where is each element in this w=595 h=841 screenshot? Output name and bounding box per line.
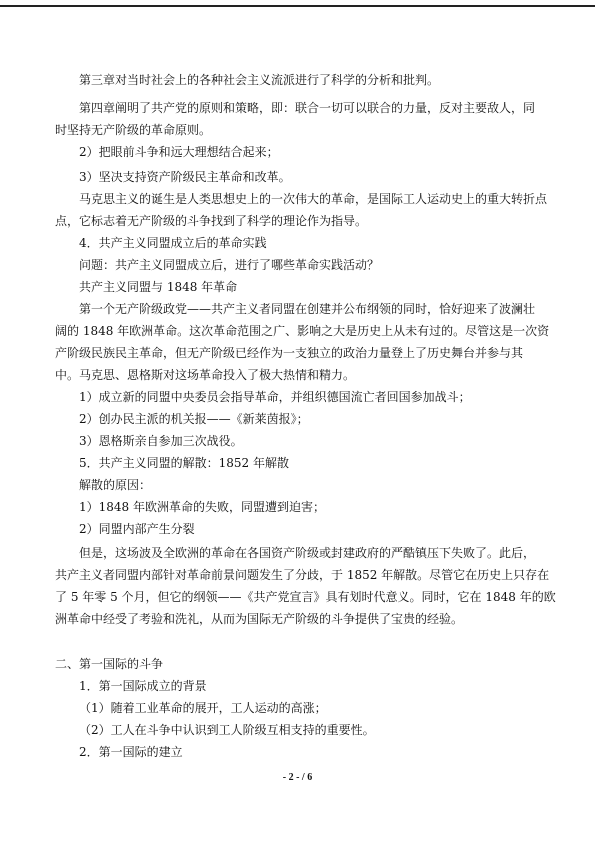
list-item: （2）工人在斗争中认识到工人阶级互相支持的重要性。	[79, 723, 375, 737]
list-item: 2）同盟内部产生分裂	[79, 522, 195, 536]
section-heading: 5．共产主义同盟的解散：1852 年解散	[79, 456, 289, 470]
page-number: - 2 - / 6	[282, 772, 313, 783]
text-line: 洲革命中经受了考验和洗礼，从而为国际无产阶级的斗争提供了宝贵的经验。	[55, 612, 464, 626]
text-line: 第四章阐明了共产党的原则和策略，即：联合一切可以联合的力量，反对主要敌人，同	[79, 101, 536, 115]
list-item: 3）恩格斯亲自参加三次战役。	[79, 434, 243, 448]
list-item: 1）1848 年欧洲革命的失败，同盟遭到迫害；	[79, 500, 325, 514]
list-item: 1）成立新的同盟中央委员会指导革命，并组织德国流亡者回国参加战斗；	[79, 390, 471, 404]
list-item: 2）把眼前斗争和远大理想结合起来；	[79, 145, 279, 159]
text-line: 但是，这场波及全欧洲的革命在各国资产阶级或封建政府的严酷镇压下失败了。此后，	[79, 546, 536, 560]
text-line: 了 5 年零 5 个月，但它的纲领——《共产党宣言》具有划时代意义。同时，它在 1848 年的欧	[55, 590, 556, 604]
text-line: 问题：共产主义同盟成立后，进行了哪些革命实践活动？	[79, 258, 380, 272]
text-line: 点，它标志着无产阶级的斗争找到了科学的理论作为指导。	[55, 214, 368, 228]
section-heading: 2．第一国际的建立	[79, 745, 183, 759]
text-line: 第一个无产阶级政党——共产主义者同盟在创建并公布纲领的同时，恰好迎来了波澜壮	[79, 302, 536, 316]
text-line: 中。马克思、恩格斯对这场革命投入了极大热情和精力。	[55, 368, 356, 382]
list-item: 3）坚决支持资产阶级民主革命和改革。	[79, 170, 291, 184]
text-line: 共产主义者同盟内部针对革命前景问题发生了分歧，于 1852 年解散。尽管它在历史上只存在	[55, 568, 550, 582]
text-line: 第三章对当时社会上的各种社会主义流派进行了科学的分析和批判。	[79, 73, 440, 87]
text-line: 时坚持无产阶级的革命原则。	[55, 123, 212, 137]
text-line: 马克思主义的诞生是人类思想史上的一次伟大的革命，是国际工人运动史上的重大转折点	[79, 192, 548, 206]
text-line: 共产主义同盟与 1848 年革命	[79, 280, 238, 294]
list-item: （1）随着工业革命的展开，工人运动的高涨；	[79, 701, 327, 715]
text-line: 阔的 1848 年欧洲革命。这次革命范围之广、影响之大是历史上从未有过的。尽管这是一次资	[55, 324, 550, 338]
list-item: 2）创办民主派的机关报——《新莱茵报》；	[79, 412, 309, 426]
text-line: 解散的原因：	[79, 478, 152, 492]
text-line: 产阶级民族民主革命，但无产阶级已经作为一支独立的政治力量登上了历史舞台并参与其	[55, 346, 524, 360]
section-heading: 二、第一国际的斗争	[55, 657, 164, 671]
section-heading: 1．第一国际成立的背景	[79, 679, 207, 693]
section-heading: 4．共产主义同盟成立后的革命实践	[79, 236, 267, 250]
